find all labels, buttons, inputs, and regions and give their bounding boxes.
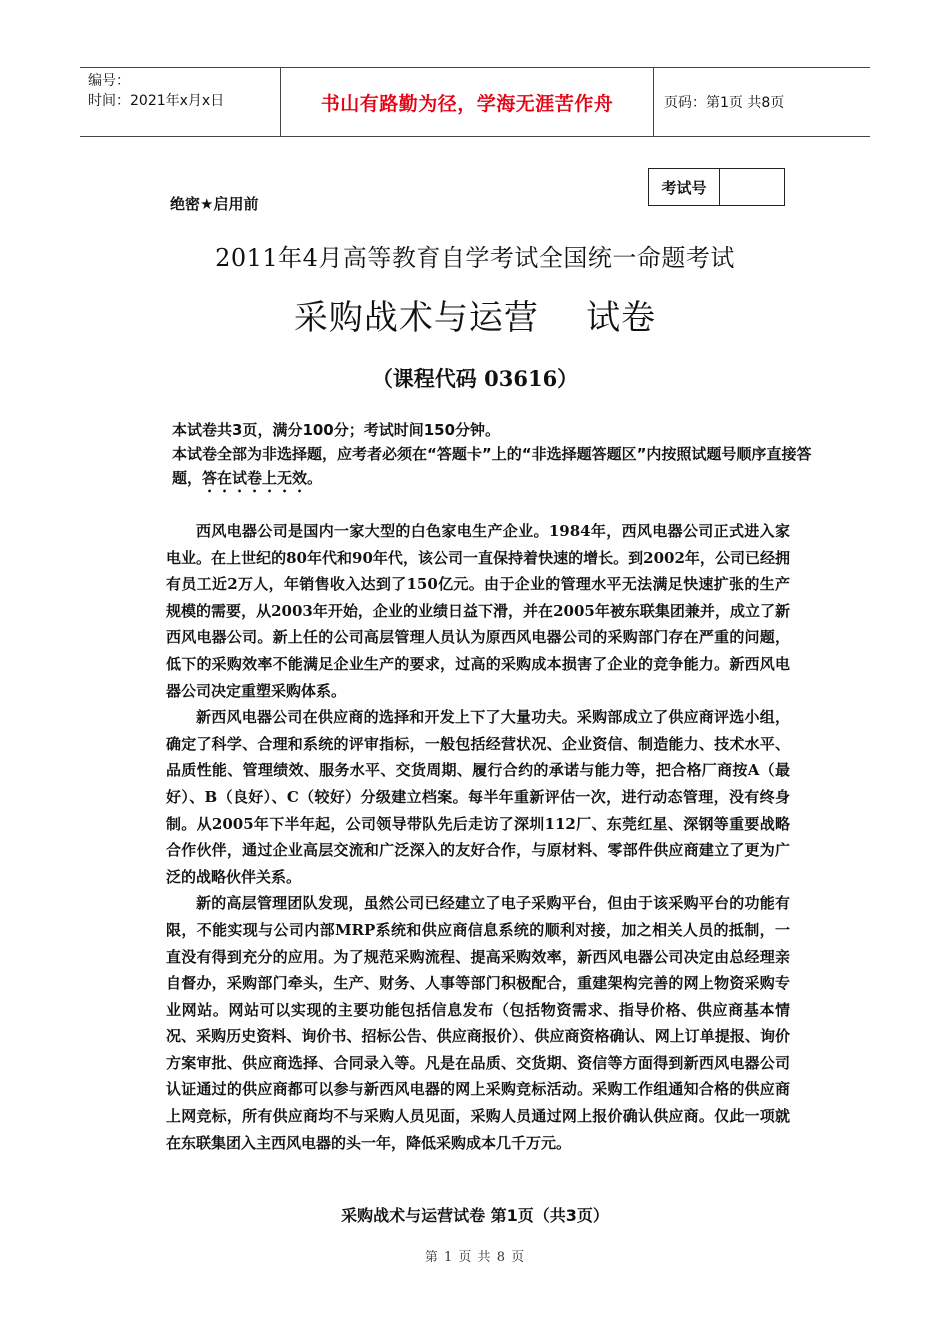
- instruction-emphasis: 答在试卷上无效: [202, 469, 308, 487]
- header-meta: [80, 68, 281, 136]
- instruction-line-2: [172, 442, 822, 496]
- header-page-info: 页码：第1页 共8页: [664, 95, 785, 111]
- document-page-footer: 第 1 页 共 8 页: [424, 1250, 526, 1265]
- exam-instructions: [172, 418, 822, 496]
- case-paragraph-2: 新西风电器公司在供应商的选择和开发上下了大量功夫。采购部成立了供应商评选小组，确定了科学、合理和系统的评审指标，一般包括经营状况、企业资信、制造能力、技术水平、品质性能、管理绩效、服务水平、交货周期、履行合约的承诺与能力等，把合格厂商按A（最好）、B（良好）、C（较好）分级建立档案。每半年重新评估一次，进行动态管理，没有终身制。从2005年下半年起，公司领导带队先后走访了深圳112厂、东莞红星、深钢等重要战略合作伙伴，通过企业高层交流和广泛深入的友好合作，与原材料、零部件供应商建立了更为广泛的战略伙伴关系。: [166, 708, 790, 886]
- case-paragraph-3: 新的高层管理团队发现，虽然公司已经建立了电子采购平台，但由于该采购平台的功能有限，不能实现与公司内部MRP系统和供应商信息系统的顺利对接，加之相关人员的抵制，一直没有得到充分的应用。为了规范采购流程、提高采购效率，新西风电器公司决定由总经理亲自督办，采购部门牵头，生产、财务、人事等部门积极配合，重建架构完善的网上物资采购专业网站。网站可以实现的主要功能包括信息发布（包括物资需求、指导价格、供应商基本情况、采购历史资料、询价书、招标公告、供应商报价）、供应商资格确认、网上订单提报、询价方案审批、供应商选择、合同录入等。凡是在品质、交货期、资信等方面得到新西风电器公司认证通过的供应商都可以参与新西风电器的网上采购竞标活动。采购工作组通知合格的供应商上网竞标，所有供应商均不与采购人员见面，采购人员通过网上报价确认供应商。仅此一项就在东联集团入主西风电器的头一年，降低采购成本几千万元。: [166, 894, 790, 1152]
- exam-number-field: [720, 169, 784, 205]
- case-study-text: [166, 518, 790, 1156]
- confidential-mark: 绝密★启用前: [170, 195, 259, 213]
- exam-number-label: 考试号: [649, 169, 720, 205]
- header-motto: 书山有路勤为径，学海无涯苦作舟: [281, 68, 654, 136]
- instruction-line-2-end: 。: [307, 469, 323, 487]
- case-paragraph-1: 西风电器公司是国内一家大型的白色家电生产企业。1984年，西风电器公司正式进入家电业。在上世纪的80年代和90年代，该公司一直保持着快速的增长。到2002年，公司已经拥有员工近2万人，年销售收入达到了150亿元。由于企业的管理水平无法满足快速扩张的生产规模的需要，从2003年开始，企业的业绩日益下滑，并在2005年被东联集团兼并，成立了新西风电器公司。新上任的公司高层管理人员认为原西风电器公司的采购部门存在严重的问题，低下的采购效率不能满足企业生产的要求，过高的采购成本损害了企业的竞争能力。新西风电器公司决定重塑采购体系。: [166, 522, 790, 700]
- instruction-line-2-text: 本试卷全部为非选择题，应考者必须在“答题卡”上的“非选择题答题区”内按照试题号顺序直接答题，: [172, 445, 812, 487]
- exam-page-footer: 采购战术与运营试卷 第1页（共3页）: [341, 1206, 609, 1225]
- document-number-label: 编号：: [88, 73, 130, 89]
- document-time-label: 时间：2021年x月x日: [88, 93, 225, 109]
- exam-number-box: [648, 168, 785, 206]
- course-code: （课程代码 03616）: [371, 366, 579, 391]
- instruction-line-1: 本试卷共3页，满分100分；考试时间150分钟。: [172, 421, 501, 439]
- paper-title: 采购战术与运营 试卷: [293, 298, 657, 338]
- document-header: [80, 67, 870, 137]
- exam-title: 2011年4月高等教育自学考试全国统一命题考试: [215, 244, 735, 272]
